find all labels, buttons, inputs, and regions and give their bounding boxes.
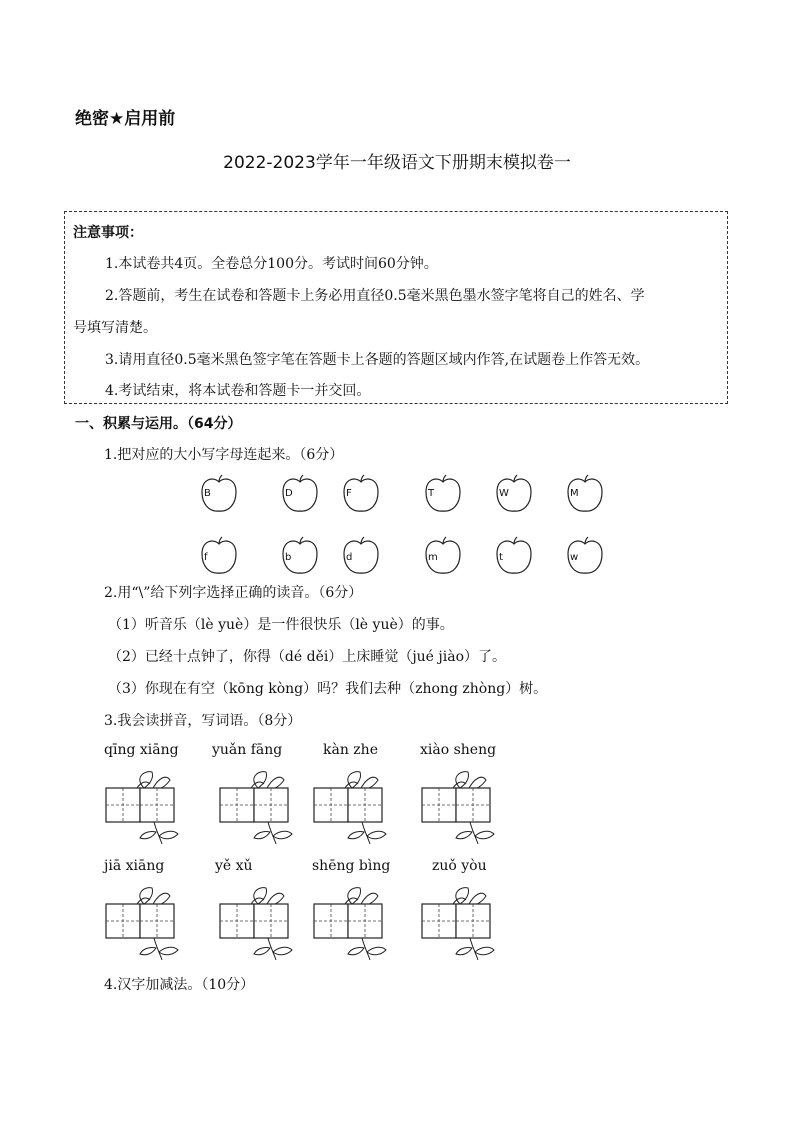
notice-item: 2.答题前，考生在试卷和答题卡上务必用直径0.5毫米黑色墨水签字笔将自己的姓名、学	[105, 288, 645, 304]
writing-grid[interactable]	[104, 768, 198, 846]
apple-letter: m	[428, 552, 438, 563]
writing-grid[interactable]	[104, 884, 198, 962]
writing-grid[interactable]	[218, 884, 312, 962]
apple-letter: M	[570, 488, 579, 499]
apple-lower	[423, 536, 463, 576]
notice-item: 3.请用直径0.5毫米黑色签字笔在答题卡上各题的答题区域内作答,在试题卷上作答无效。	[105, 352, 650, 368]
apple-upper	[280, 474, 320, 514]
pinyin-label: kàn zhe	[323, 742, 378, 758]
apple-letter: w	[570, 552, 579, 563]
pinyin-label: yuǎn fāng	[212, 742, 283, 758]
apple-upper	[565, 474, 605, 514]
exam-title: 2022-2023学年一年级语文下册期末模拟卷一	[223, 153, 571, 173]
question-1-prompt: 1.把对应的大小写字母连起来。（6分）	[104, 447, 344, 463]
pinyin-label: yě xǔ	[215, 858, 253, 874]
apple-letter: f	[204, 552, 208, 563]
writing-grid[interactable]	[420, 768, 514, 846]
question-2-item: （2）已经十点钟了，你得（dé děi）上床睡觉（jué jiào）了。	[108, 649, 507, 665]
apple-letter: b	[285, 552, 292, 563]
apple-letter: t	[499, 552, 503, 563]
writing-grid[interactable]	[218, 768, 312, 846]
notice-item: 4.考试结束，将本试卷和答题卡一并交回。	[105, 383, 371, 399]
apple-lower	[199, 536, 239, 576]
apple-letter: d	[346, 552, 353, 563]
apple-letter: W	[499, 488, 509, 499]
notice-item: 号填写清楚。	[73, 320, 157, 336]
pinyin-label: jiā xiāng	[104, 858, 165, 874]
secret-label: 绝密★启用前	[75, 109, 176, 129]
apple-upper	[199, 474, 239, 514]
apple-lower	[341, 536, 381, 576]
writing-grid[interactable]	[312, 884, 406, 962]
apple-lower	[280, 536, 320, 576]
notice-heading: 注意事项：	[73, 225, 143, 241]
apple-upper	[341, 474, 381, 514]
apple-letter: T	[428, 488, 435, 499]
apple-letter: D	[285, 488, 293, 499]
writing-grid[interactable]	[420, 884, 514, 962]
apple-lower	[565, 536, 605, 576]
apple-letter: F	[346, 488, 352, 499]
question-2-prompt: 2.用“\”给下列字选择正确的读音。（6分）	[104, 585, 363, 601]
question-2-item: （3）你现在有空（kōng kòng）吗？我们去种（zhong zhòng）树。	[108, 681, 548, 697]
pinyin-label: xiào sheng	[420, 742, 497, 758]
apple-upper	[423, 474, 463, 514]
pinyin-label: zuǒ yòu	[432, 858, 487, 874]
question-3-prompt: 3.我会读拼音，写词语。（8分）	[104, 713, 302, 729]
pinyin-label: shēng bìng	[312, 858, 391, 874]
apple-lower	[494, 536, 534, 576]
apple-letter: B	[204, 488, 211, 499]
question-2-item: （1）听音乐（lè yuè）是一件很快乐（lè yuè）的事。	[108, 617, 454, 633]
section-heading: 一、积累与运用。（64分）	[75, 416, 242, 432]
pinyin-label: qīng xiāng	[104, 742, 179, 758]
writing-grid[interactable]	[312, 768, 406, 846]
notice-box	[64, 211, 728, 404]
notice-item: 1.本试卷共4页。全卷总分100分。考试时间60分钟。	[105, 256, 438, 272]
apple-upper	[494, 474, 534, 514]
question-4-prompt: 4.汉字加减法。（10分）	[104, 977, 255, 993]
